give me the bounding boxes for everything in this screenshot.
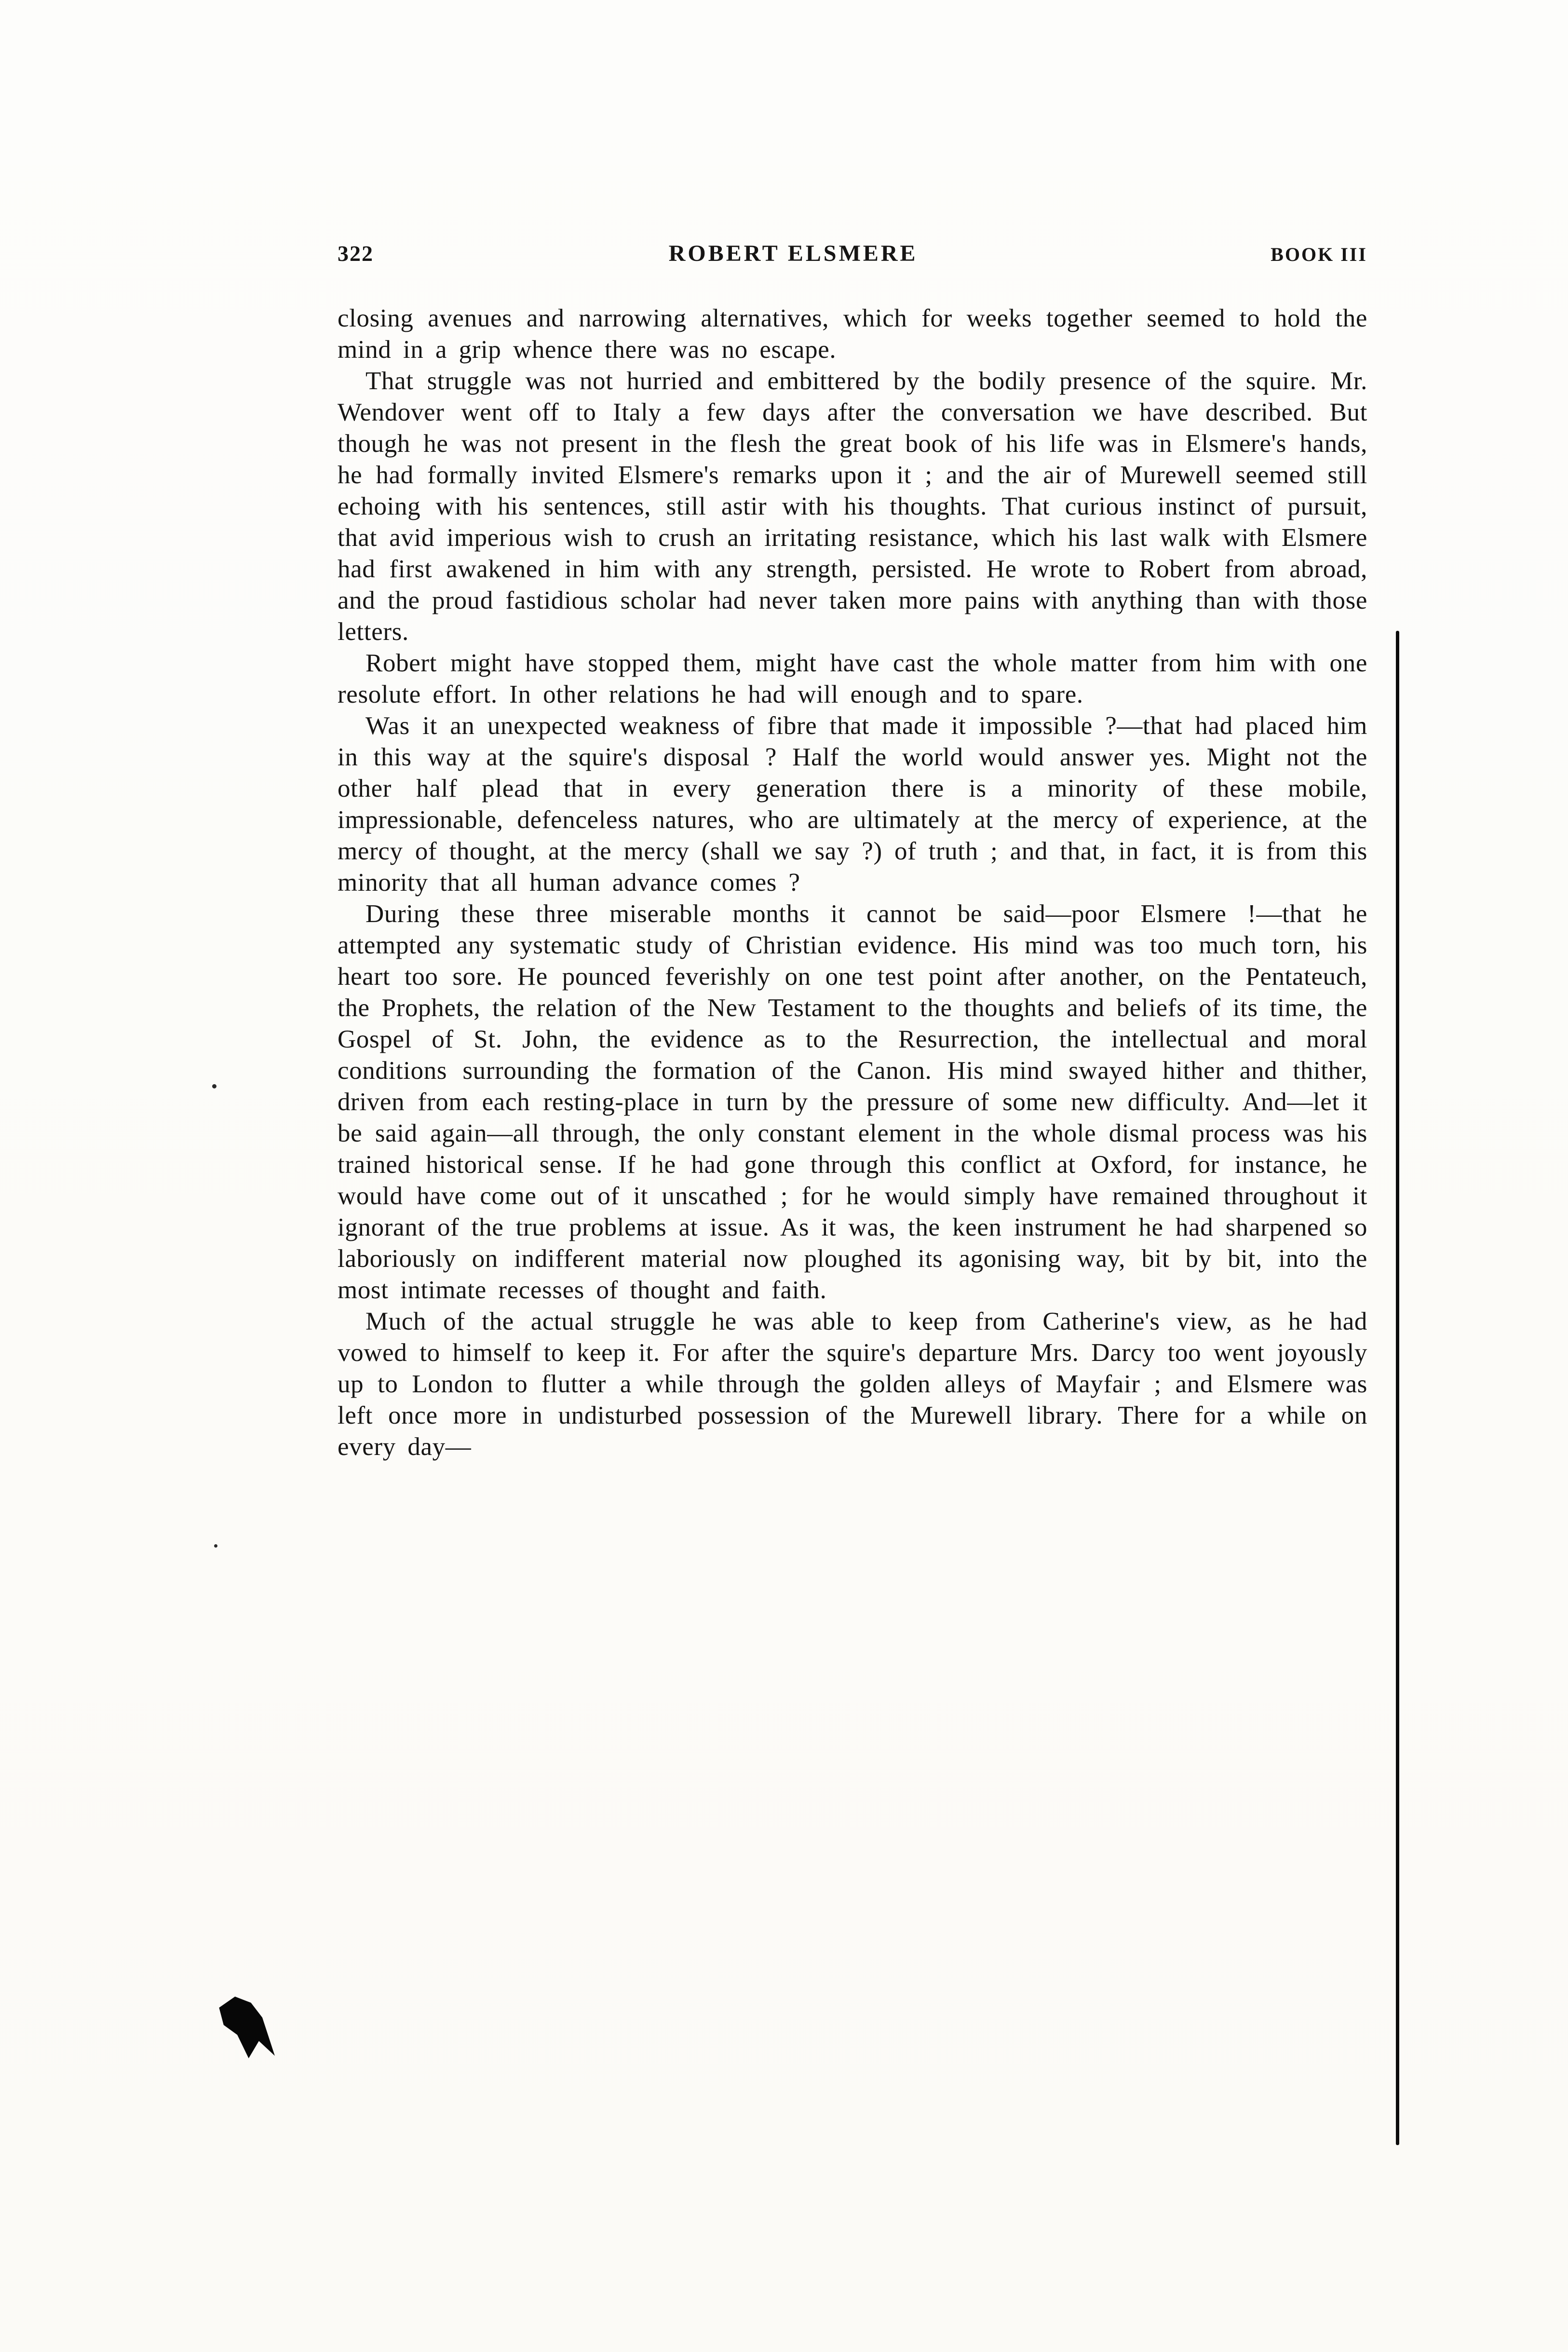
paragraph: That struggle was not hurried and embittered by the bodily presence of the squire. Mr. Wendover went off to Italy a few days after the conversation we have described. But though he was not present in the flesh the great book of his life was in Elsmere's hands, he had formally invited Elsmere's remarks upon it ; and the air of Murewell seemed still echoing with his sentences, still astir with his thoughts. That curious instinct of pursuit, that avid imperious wish to crush an irritating resistance, which his last walk with Elsmere had first awakened in him with any strength, persisted. He wrote to Robert from abroad, and the proud fastidious scholar had never taken more pains with anything than with those letters. (338, 367, 1367, 646)
paragraph: Was it an unexpected weakness of fibre that made it impossible ?—that had placed him in this way at the squire's disposal ? Half the world would answer yes. Might not the other half plead that in every generation there is a minority of these mobile, impressionable, defenceless natures, who are ultimately at the mercy of experience, at the mercy of thought, at the mercy (shall we say ?) of truth ; and that, in fact, it is from this minority that all human advance comes ? (338, 712, 1367, 897)
ink-blot-artifact (218, 1997, 275, 2058)
page-number: 322 (338, 241, 374, 266)
book-label: BOOK III (1271, 244, 1367, 265)
speck-artifact (214, 1544, 217, 1548)
running-head (338, 240, 1367, 267)
page-body (338, 303, 1367, 1463)
paragraph: closing avenues and narrowing alternatives, which for weeks together seemed to hold the mind in a grip whence there was no escape. (338, 304, 1367, 364)
scan-line-artifact (1396, 631, 1399, 2145)
paragraph: Much of the actual struggle he was able to keep from Catherine's view, as he had vowed to himself to keep it. For after the squire's departure Mrs. Darcy too went joyously up to London to flutter a while through the golden alleys of Mayfair ; and Elsmere was left once more in undisturbed possession of the Murewell library. There for a while on every day— (338, 1307, 1367, 1461)
running-title: ROBERT ELSMERE (668, 241, 918, 266)
paragraph: During these three miserable months it cannot be said—poor Elsmere !—that he attempted any systematic study of Christian evidence. His mind was too much torn, his heart too sore. He pounced feverishly on one test point after another, on the Pentateuch, the Prophets, the relation of the New Testament to the thoughts and beliefs of its time, the Gospel of St. John, the evidence as to the Resurrection, the intellectual and moral conditions surrounding the formation of the Canon. His mind swayed hither and thither, driven from each resting-place in turn by the pressure of some new difficulty. And—let it be said again—all through, the only constant element in the whole dismal process was his trained historical sense. If he had gone through this conflict at Oxford, for instance, he would have come out of it unscathed ; for he would simply have remained throughout it ignorant of the true problems at issue. As it was, the keen instrument he had sharpened so laboriously on indifferent material now ploughed its agonising way, bit by bit, into the most intimate recesses of thought and faith. (338, 900, 1367, 1304)
speck-artifact (212, 1084, 216, 1088)
paragraph: Robert might have stopped them, might have cast the whole matter from him with one resolute effort. In other relations he had will enough and to spare. (338, 649, 1367, 708)
